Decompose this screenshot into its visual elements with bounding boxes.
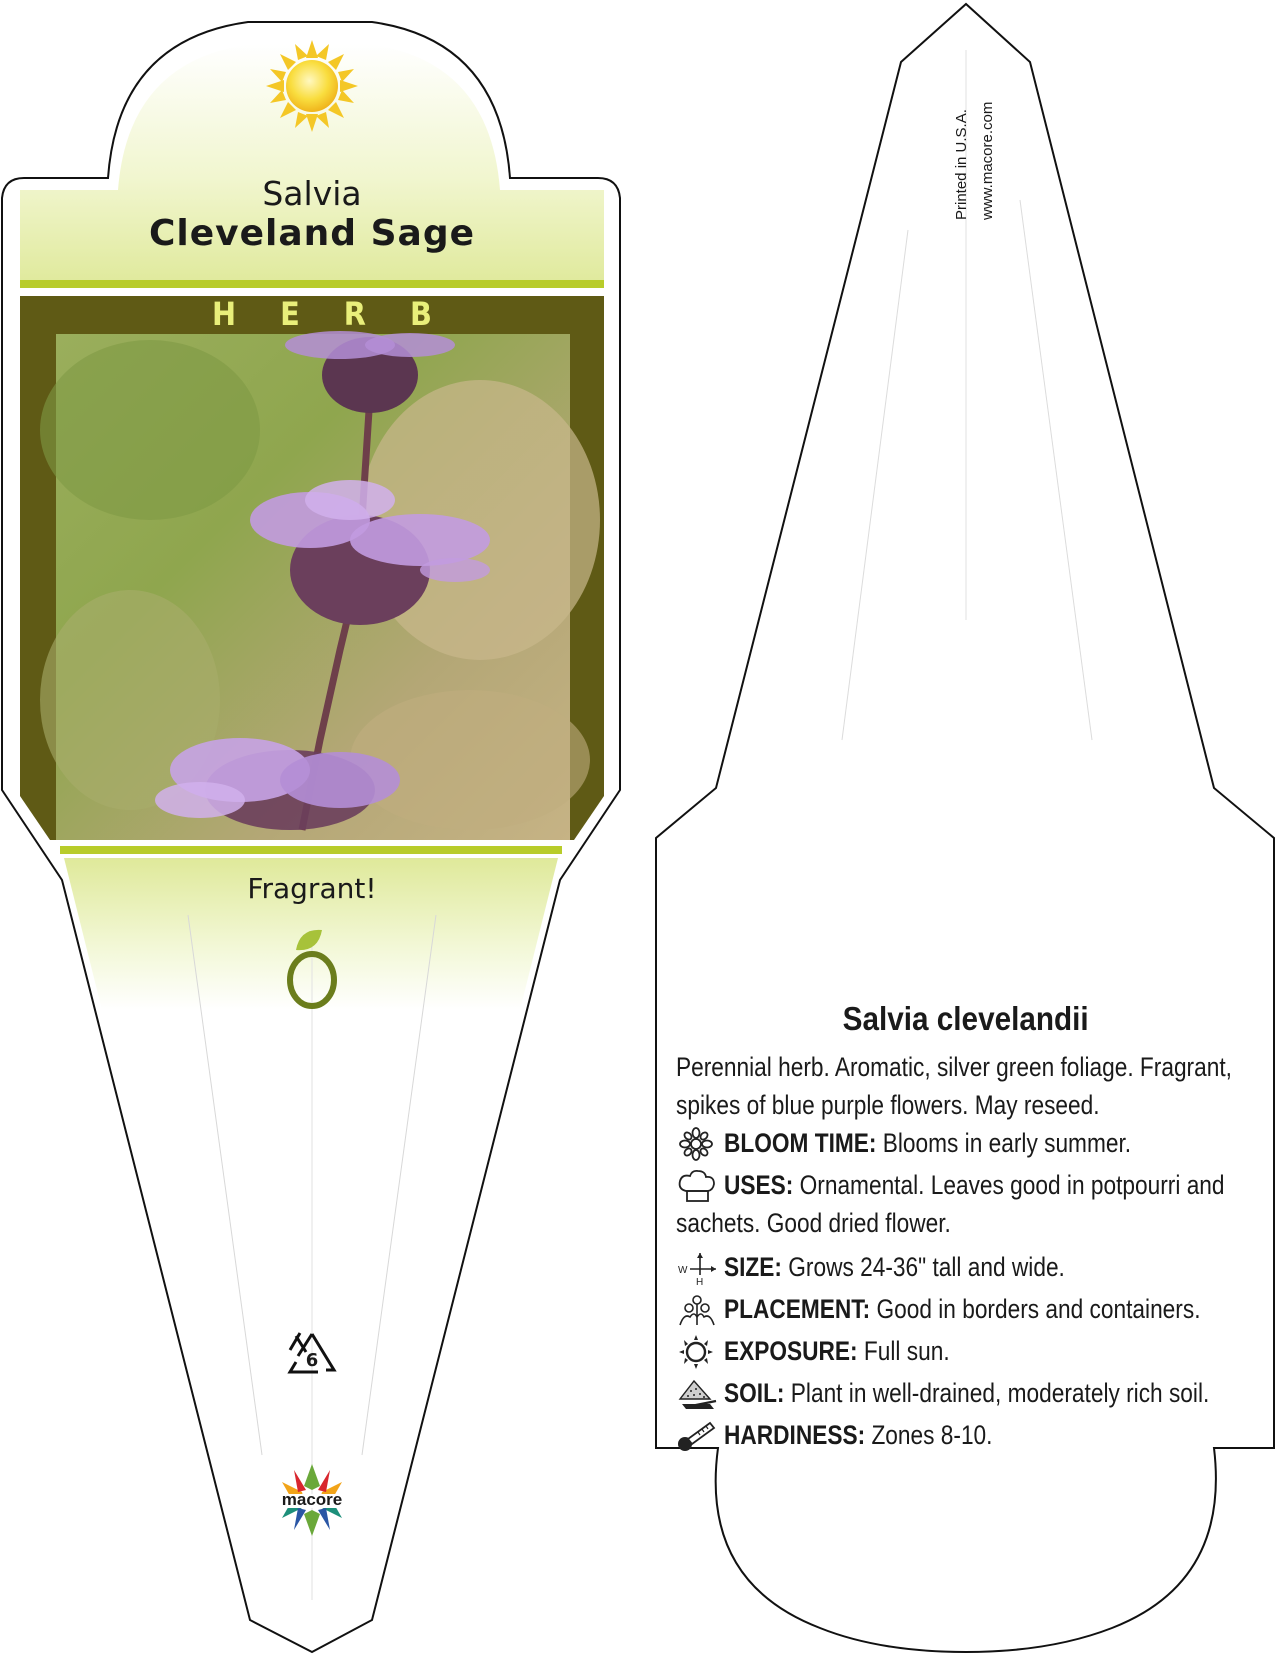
recycle-number: 6 bbox=[305, 1350, 319, 1371]
common-name-title: Cleveland Sage bbox=[148, 213, 476, 254]
category-label: HERB bbox=[212, 295, 476, 333]
sun-icon bbox=[676, 1335, 718, 1369]
svg-text:H: H bbox=[696, 1277, 704, 1285]
size-arrows-icon bbox=[676, 1251, 718, 1285]
thermometer-icon bbox=[676, 1419, 718, 1453]
soil-icon bbox=[676, 1377, 718, 1411]
brand-logo-text: macore bbox=[281, 1490, 343, 1509]
description-line-2: spikes of blue purple flowers. May reseed. bbox=[676, 1090, 1100, 1120]
botanical-name: Salvia clevelandii bbox=[842, 1000, 1090, 1037]
chef-hat-icon bbox=[676, 1169, 718, 1203]
description-line-1: Perennial herb. Aromatic, silver green foliage. Fragrant, bbox=[676, 1052, 1232, 1082]
flower-icon bbox=[676, 1127, 718, 1161]
placement-icon bbox=[676, 1293, 718, 1327]
macore-website: www.macore.com bbox=[979, 101, 996, 220]
tagline: Fragrant! bbox=[247, 872, 377, 905]
printed-in-usa: Printed in U.S.A. bbox=[953, 109, 970, 220]
svg-text:W: W bbox=[678, 1265, 688, 1276]
genus-title: Salvia bbox=[262, 174, 362, 213]
